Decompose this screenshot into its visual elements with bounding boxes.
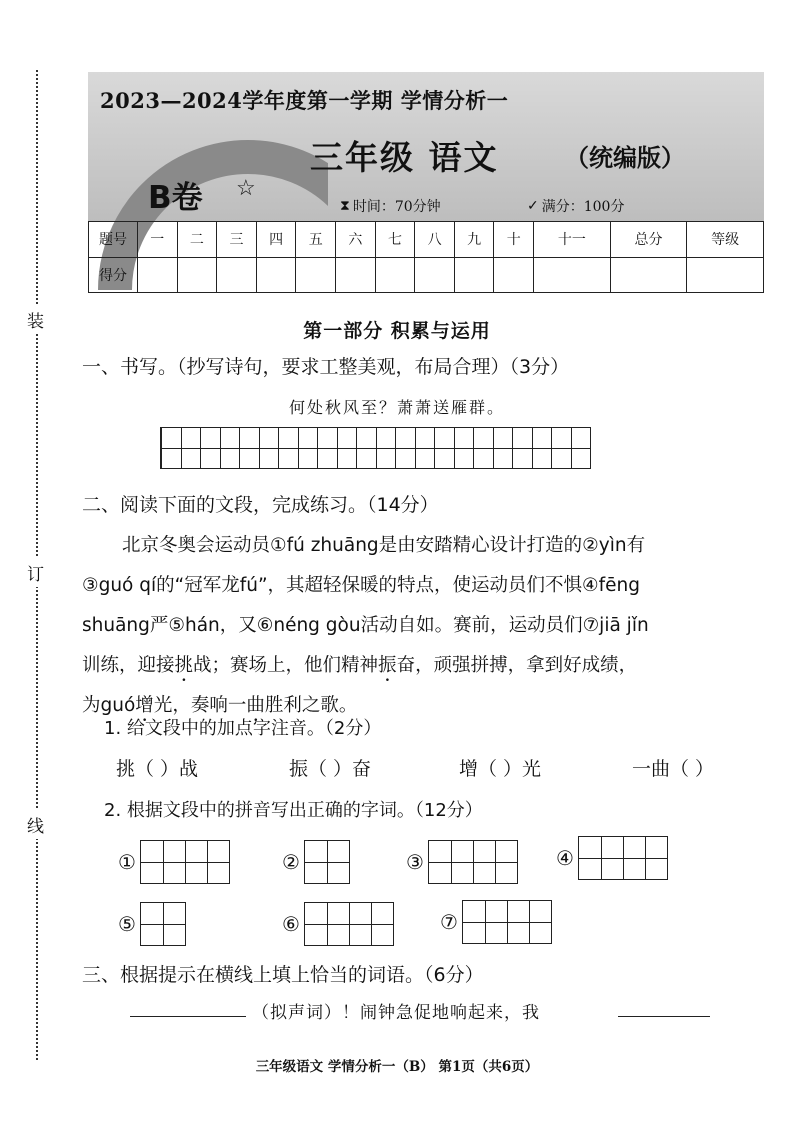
score-cell[interactable]: [296, 257, 336, 293]
pinyin-fill-4[interactable]: 一曲（ ）: [632, 758, 715, 780]
hourglass-icon: ⧗: [340, 198, 350, 214]
sub-question-1: 1. 给文段中的加点字注音。（2分）: [104, 718, 382, 739]
question-3-heading: 三、根据提示在横线上填上恰当的词语。（6分）: [82, 964, 484, 986]
dotted-char: 挑: [174, 655, 194, 676]
col-header: 六: [336, 222, 376, 258]
passage-text: 奋，顽强拼搏，拿到好成绩，: [396, 655, 638, 676]
answer-box-4[interactable]: [556, 836, 668, 880]
character-grid[interactable]: [578, 836, 668, 880]
score-cell[interactable]: [454, 257, 494, 293]
passage-line-1: 北京冬奥会运动员①fú zhuāng是由安踏精心设计打造的②yìn有: [122, 535, 646, 556]
answer-blank-1[interactable]: [130, 1016, 246, 1017]
score-table-score-row: [89, 257, 764, 293]
box-number: ②: [282, 850, 300, 874]
page-footer: 三年级语文 学情分析一（B） 第1页（共6页）: [255, 1059, 539, 1075]
time-info: [340, 196, 441, 216]
answer-box-7[interactable]: [440, 900, 552, 944]
col-header: 二: [177, 222, 217, 258]
passage-text: 战；赛场上，他们精神: [193, 655, 379, 676]
box-number: ④: [556, 846, 574, 870]
passage-line-4: [82, 646, 772, 686]
box-number: ⑦: [440, 910, 458, 934]
check-circle-icon: ✓: [527, 198, 539, 214]
reading-passage: [82, 526, 772, 726]
col-header: 三: [217, 222, 257, 258]
question-2-heading: 二、阅读下面的文段，完成练习。（14分）: [82, 494, 439, 516]
star-icon: ☆: [236, 176, 256, 201]
sub-question-2: 2. 根据文段中的拼音写出正确的字词。（12分）: [104, 800, 483, 821]
passage-text: 胜利之歌。: [264, 695, 358, 716]
row-label: 题号: [89, 222, 138, 258]
row-label: 得分: [89, 257, 138, 293]
score-table-header-row: [89, 222, 764, 258]
col-header: 八: [415, 222, 455, 258]
score-cell[interactable]: [375, 257, 415, 293]
score-cell[interactable]: [687, 257, 764, 293]
col-header: 等级: [687, 222, 764, 258]
character-grid[interactable]: [428, 840, 518, 884]
exam-title: 2023—2024学年度第一学期 学情分析一: [100, 88, 509, 113]
binding-char-ding: 订: [27, 558, 44, 587]
passage-text: 光，奏响一: [153, 695, 247, 716]
grade-subject: 三年级 语文: [310, 138, 499, 177]
poem-line: 何处秋风至？萧萧送雁群。: [288, 398, 505, 417]
score-cell[interactable]: [534, 257, 611, 293]
score-table: [88, 221, 764, 293]
col-header: 十一: [534, 222, 611, 258]
score-cell[interactable]: [177, 257, 217, 293]
pinyin-fill-2[interactable]: 振（ ）奋: [289, 758, 372, 780]
question-1-heading: 一、书写。（抄写诗句，要求工整美观，布局合理）（3分）: [82, 356, 570, 378]
answer-box-6[interactable]: [282, 902, 394, 946]
col-header: 四: [256, 222, 296, 258]
score-cell[interactable]: [494, 257, 534, 293]
dotted-char: 振: [378, 655, 397, 676]
col-header: 七: [375, 222, 415, 258]
passage-text: 为guó: [82, 695, 136, 716]
passage-line-2: ③guó qí的“冠军龙fú”，其超轻保暖的特点，使运动员们不惧④fēng: [82, 575, 640, 596]
character-grid[interactable]: [304, 840, 350, 884]
box-number: ⑤: [118, 912, 136, 936]
col-header: 一: [138, 222, 178, 258]
box-number: ①: [118, 850, 136, 874]
score-cell[interactable]: [610, 257, 687, 293]
binding-char-xian: 线: [27, 810, 44, 839]
character-grid[interactable]: [462, 900, 552, 944]
passage-text: 训练，迎接: [82, 655, 175, 676]
part-title: 第一部分 积累与运用: [303, 320, 491, 342]
pinyin-fill-1[interactable]: 挑（ ）战: [116, 758, 199, 780]
score-cell[interactable]: [415, 257, 455, 293]
pinyin-fill-3[interactable]: 增（ ）光: [459, 758, 542, 780]
q3-sentence: （拟声词）！闹钟急促地响起来，我: [252, 1003, 540, 1023]
col-header: 十: [494, 222, 534, 258]
answer-box-1[interactable]: [118, 840, 230, 884]
col-header: 五: [296, 222, 336, 258]
box-number: ⑥: [282, 912, 300, 936]
score-cell[interactable]: [138, 257, 178, 293]
answer-box-2[interactable]: [282, 840, 350, 884]
full-score-label: 满分：100分: [541, 199, 625, 215]
dotted-char: 曲: [246, 695, 265, 716]
writing-grid[interactable]: [160, 427, 591, 469]
box-number: ③: [406, 850, 424, 874]
score-cell[interactable]: [256, 257, 296, 293]
answer-blank-2[interactable]: [618, 1016, 710, 1017]
score-cell[interactable]: [217, 257, 257, 293]
col-header: 总分: [610, 222, 687, 258]
character-grid[interactable]: [140, 902, 186, 946]
dotted-char: 增: [135, 695, 154, 716]
character-grid[interactable]: [304, 902, 394, 946]
answer-box-3[interactable]: [406, 840, 518, 884]
edition-label: （统编版）: [565, 143, 685, 172]
binding-char-zhuang: 装: [27, 305, 44, 334]
score-cell[interactable]: [336, 257, 376, 293]
passage-line-3: shuāng严⑤hán，又⑥néng gòu活动自如。赛前，运动员们⑦jiā jǐn: [82, 615, 649, 636]
time-label: 时间：70分钟: [352, 199, 441, 215]
answer-box-5[interactable]: [118, 902, 186, 946]
score-info: [527, 196, 624, 216]
col-header: 九: [454, 222, 494, 258]
character-grid[interactable]: [140, 840, 230, 884]
paper-version: B卷: [148, 180, 203, 216]
